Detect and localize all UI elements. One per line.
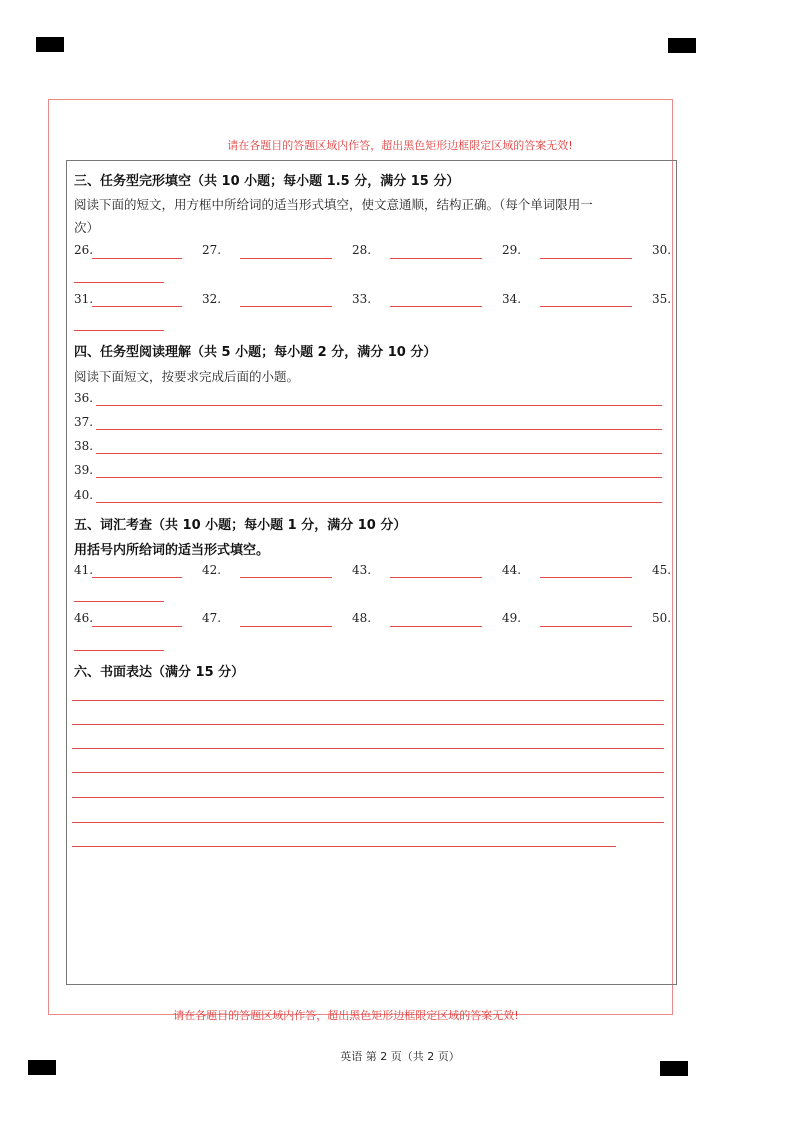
writing-line[interactable] <box>72 748 664 749</box>
q38-number: 38. <box>74 439 94 453</box>
q35-number: 35. <box>652 292 672 306</box>
q46-answer-line[interactable] <box>92 626 182 627</box>
q44-answer-line[interactable] <box>540 577 632 578</box>
q26-number: 26. <box>74 243 94 257</box>
q29-number: 29. <box>502 243 522 257</box>
writing-line[interactable] <box>72 822 664 823</box>
q47-answer-line[interactable] <box>240 626 332 627</box>
q28-answer-line[interactable] <box>390 258 482 259</box>
section4-instruction: 阅读下面短文，按要求完成后面的小题。 <box>74 369 300 384</box>
q44-number: 44. <box>502 563 522 577</box>
q30-answer-line[interactable] <box>74 282 164 283</box>
section4-title: 四、任务型阅读理解（共 5 小题；每小题 2 分，满分 10 分） <box>74 345 437 360</box>
q32-answer-line[interactable] <box>240 306 332 307</box>
section3-instruction-line2: 次） <box>74 220 100 235</box>
notice-bottom: 请在各题目的答题区域内作答，超出黑色矩形边框限定区域的答案无效! <box>173 1009 519 1022</box>
answer-region-border <box>66 160 677 985</box>
q36-number: 36. <box>74 391 94 405</box>
q37-number: 37. <box>74 415 94 429</box>
q42-answer-line[interactable] <box>240 577 332 578</box>
q30-number: 30. <box>652 243 672 257</box>
q49-answer-line[interactable] <box>540 626 632 627</box>
q45-answer-line[interactable] <box>74 601 164 602</box>
page-footer: 英语 第 2 页（共 2 页） <box>340 1050 460 1063</box>
q48-answer-line[interactable] <box>390 626 482 627</box>
writing-line[interactable] <box>72 772 664 773</box>
q47-number: 47. <box>202 611 222 625</box>
writing-line[interactable] <box>72 700 664 701</box>
q50-number: 50. <box>652 611 672 625</box>
q46-number: 46. <box>74 611 94 625</box>
q50-answer-line[interactable] <box>74 650 164 651</box>
corner-mark-top-left <box>36 37 64 52</box>
q36-answer-line[interactable] <box>96 405 662 406</box>
q48-number: 48. <box>352 611 372 625</box>
section3-title: 三、任务型完形填空（共 10 小题；每小题 1.5 分，满分 15 分） <box>74 174 460 189</box>
q33-answer-line[interactable] <box>390 306 482 307</box>
q40-answer-line[interactable] <box>96 502 662 503</box>
q31-number: 31. <box>74 292 94 306</box>
q39-number: 39. <box>74 463 94 477</box>
q27-answer-line[interactable] <box>240 258 332 259</box>
q32-number: 32. <box>202 292 222 306</box>
q29-answer-line[interactable] <box>540 258 632 259</box>
q28-number: 28. <box>352 243 372 257</box>
q33-number: 33. <box>352 292 372 306</box>
q37-answer-line[interactable] <box>96 429 662 430</box>
notice-top: 请在各题目的答题区域内作答，超出黑色矩形边框限定区域的答案无效! <box>227 139 573 152</box>
q41-number: 41. <box>74 563 94 577</box>
writing-line[interactable] <box>72 724 664 725</box>
section6-title: 六、书面表达（满分 15 分） <box>74 665 245 680</box>
corner-mark-top-right <box>668 38 696 53</box>
q34-number: 34. <box>502 292 522 306</box>
q41-answer-line[interactable] <box>92 577 182 578</box>
q27-number: 27. <box>202 243 222 257</box>
writing-line[interactable] <box>72 797 664 798</box>
q31-answer-line[interactable] <box>92 306 182 307</box>
writing-line[interactable] <box>72 846 616 847</box>
q43-number: 43. <box>352 563 372 577</box>
q49-number: 49. <box>502 611 522 625</box>
q40-number: 40. <box>74 488 94 502</box>
q42-number: 42. <box>202 563 222 577</box>
q26-answer-line[interactable] <box>92 258 182 259</box>
q35-answer-line[interactable] <box>74 330 164 331</box>
section5-instruction: 用括号内所给词的适当形式填空。 <box>74 543 270 558</box>
section3-instruction-line1: 阅读下面的短文，用方框中所给词的适当形式填空，使文意通顺，结构正确。（每个单词限用一 <box>74 197 593 212</box>
section5-title: 五、词汇考查（共 10 小题；每小题 1 分，满分 10 分） <box>74 518 407 533</box>
q43-answer-line[interactable] <box>390 577 482 578</box>
q34-answer-line[interactable] <box>540 306 632 307</box>
q45-number: 45. <box>652 563 672 577</box>
q38-answer-line[interactable] <box>96 453 662 454</box>
q39-answer-line[interactable] <box>96 477 662 478</box>
